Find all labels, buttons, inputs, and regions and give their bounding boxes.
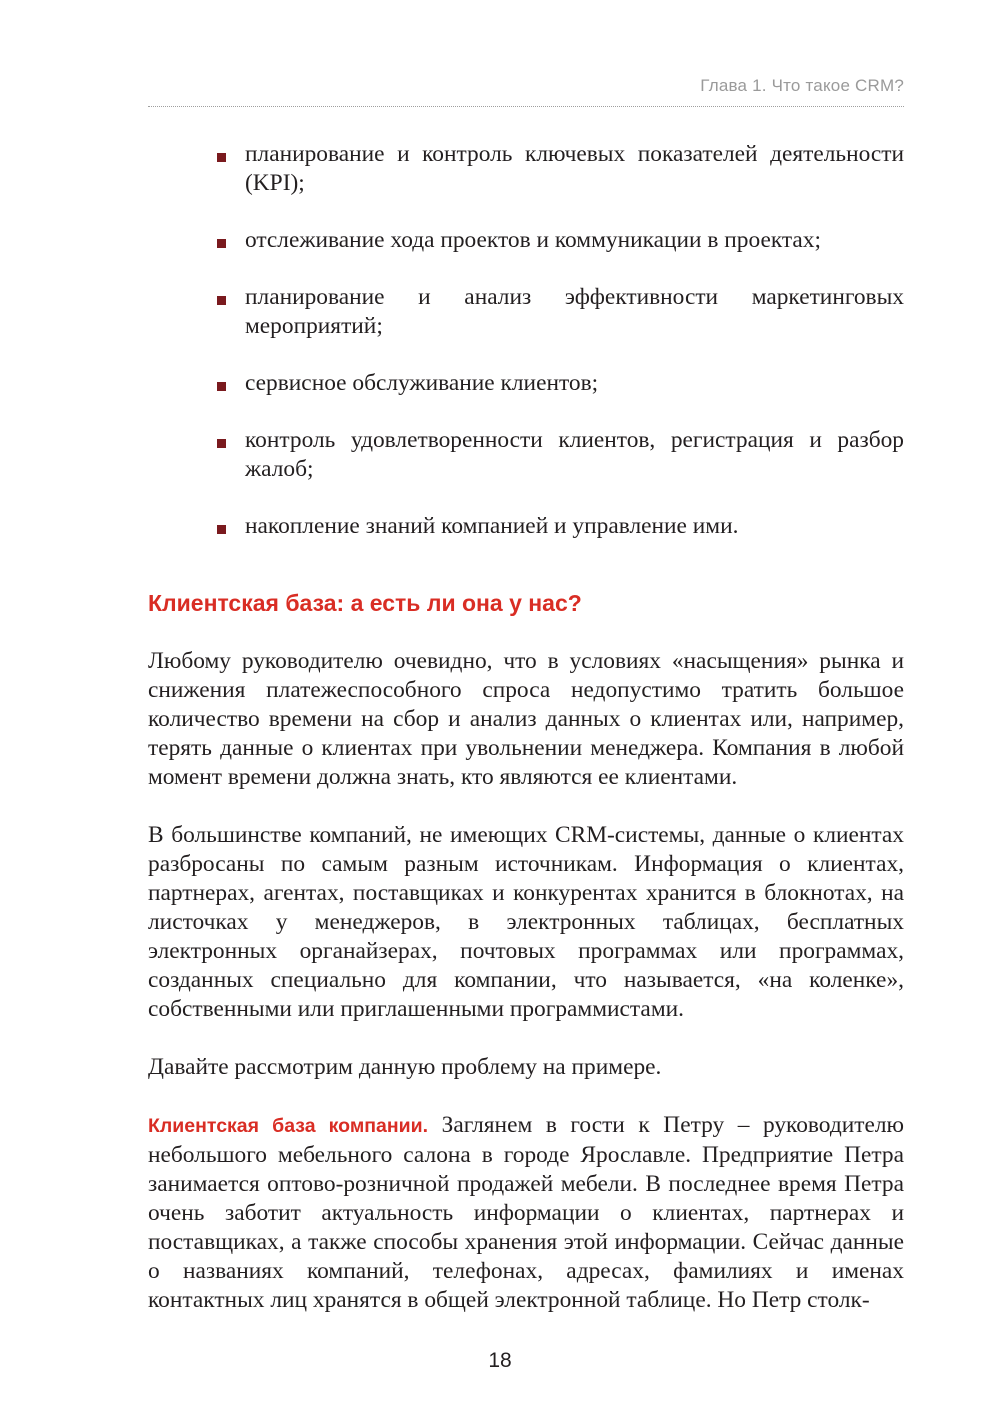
- list-item-text: планирование и контроль ключевых показателей деятельности (KPI);: [245, 141, 904, 196]
- square-bullet-icon: [217, 153, 226, 162]
- section-heading: Клиентская база: а есть ли она у нас?: [148, 590, 582, 616]
- paragraph-1: Любому руководителю очевидно, что в условиях «насыщения» рынка и снижения платежеспособного спроса недопустимо тратить большое количество времени на сбор и анализ данных о клиентах или, например, терять данные о клиентах при увольнении менеджера. Компания в любой момент времени должна знать, кто являются ее клиентами.: [148, 648, 904, 790]
- list-item-text: накопление знаний компанией и управление ими.: [245, 513, 739, 539]
- list-item: [148, 226, 904, 255]
- list-item-text: контроль удовлетворенности клиентов, регистрация и разбор жалоб;: [245, 427, 904, 482]
- list-item-text: отслеживание хода проектов и коммуникации в проектах;: [245, 227, 822, 253]
- example-heading: Клиентская база компании.: [148, 1115, 429, 1137]
- list-item: [148, 369, 904, 398]
- list-item: [148, 140, 904, 198]
- header-divider: [148, 106, 904, 107]
- paragraph-2: В большинстве компаний, не имеющих CRM-системы, данные о клиентах разбросаны по самым разным источникам. Информация о клиентах, партнерах, агентах, поставщиках и конкурентах хранится в блокнотах, на листочках у менеджеров, в электронных таблицах, бесплатных электронных органайзерах, почтовых программах или программах, созданных специально для компании, что называется, «на коленке», собственными или приглашенными программистами.: [148, 822, 904, 1022]
- square-bullet-icon: [217, 382, 226, 391]
- list-item: [148, 512, 904, 541]
- example-text: Заглянем в гости к Петру – руководителю небольшого мебельного салона в городе Ярославле. Предприятие Петра занимается оптово-розничной продажей мебели. В последнее время Петра очень заботит актуальность информации о клиентах, партнерах и поставщиках, а также способы хранения этой информации. Сейчас данные о названиях компаний, телефонах, адресах, фамилиях и именах контактных лиц хранятся в общей электронной таблице. Но Петр столк-: [148, 1112, 904, 1313]
- page-content: [148, 140, 904, 1315]
- list-item-text: планирование и анализ эффективности маркетинговых мероприятий;: [245, 284, 904, 339]
- square-bullet-icon: [217, 296, 226, 305]
- list-item-text: сервисное обслуживание клиентов;: [245, 370, 599, 396]
- square-bullet-icon: [217, 439, 226, 448]
- example-paragraph: [148, 1111, 904, 1315]
- bullet-list: [148, 140, 904, 541]
- paragraph-3: Давайте рассмотрим данную проблему на примере.: [148, 1054, 662, 1080]
- list-item: [148, 426, 904, 484]
- list-item: [148, 283, 904, 341]
- running-header: Глава 1. Что такое CRM?: [700, 76, 904, 95]
- square-bullet-icon: [217, 239, 226, 248]
- square-bullet-icon: [217, 525, 226, 534]
- page-number: 18: [488, 1349, 512, 1372]
